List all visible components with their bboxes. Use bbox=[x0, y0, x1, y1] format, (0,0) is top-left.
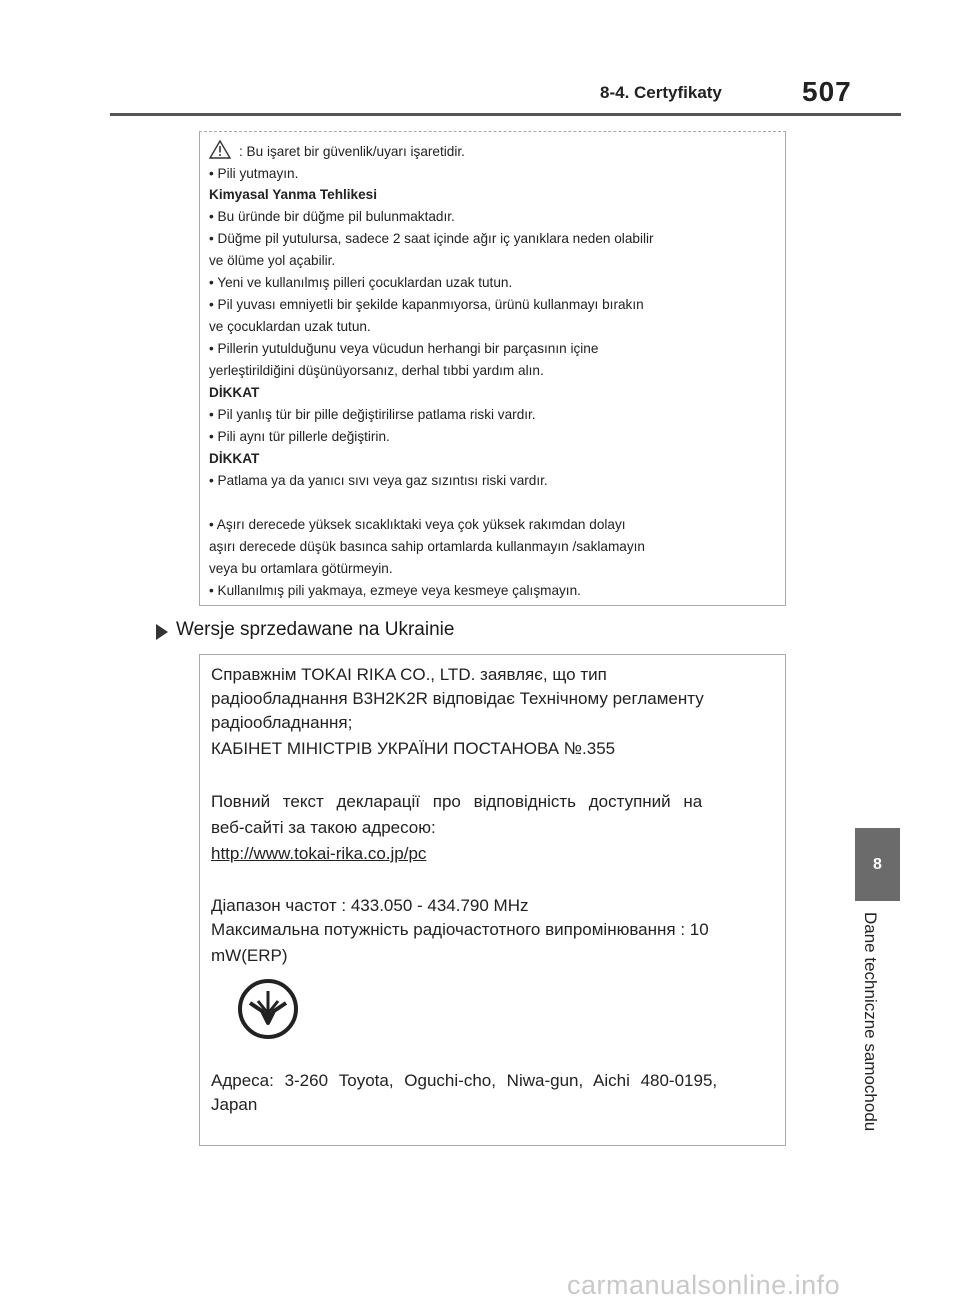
ukraine-declaration-box bbox=[199, 654, 786, 1146]
text-line: aşırı derecede düşük basınca sahip ortamlarda kullanmayın /saklamayın bbox=[209, 539, 645, 554]
text-line: Максимальна потужність радіочастотного випромінювання : 10 bbox=[211, 920, 709, 939]
text-line: mW(ERP) bbox=[211, 946, 288, 965]
ukrainian-conformity-mark-icon bbox=[236, 977, 300, 1041]
text-line: Kimyasal Yanma Tehlikesi bbox=[209, 187, 378, 202]
triangle-bullet-icon bbox=[156, 624, 168, 640]
text-line: Повний текст декларації про відповідність доступний на bbox=[211, 792, 703, 811]
text-line: • Pili aynı tür pillerle değiştirin. bbox=[209, 429, 390, 444]
text-line: • Yeni ve kullanılmış pilleri çocuklardan uzak tutun. bbox=[209, 275, 513, 290]
text-line: • Pil yuvası emniyetli bir şekilde kapanmıyorsa, ürünü kullanmayı bırakın bbox=[209, 297, 644, 312]
text-line: ve ölüme yol açabilir. bbox=[209, 253, 336, 268]
chapter-tab-label: Dane techniczne samochodu bbox=[861, 912, 880, 1132]
text-line: veya bu ortamlara götürmeyin. bbox=[209, 561, 393, 576]
text-line: радіообладнання B3H2K2R відповідає Технічному регламенту bbox=[211, 689, 704, 708]
text-line: ve çocuklardan uzak tutun. bbox=[209, 319, 371, 334]
text-line: yerleştirildiğini düşünüyorsanız, derhal tıbbi yardım alın. bbox=[209, 363, 544, 378]
declaration-link[interactable]: http://www.tokai-rika.co.jp/pc bbox=[211, 844, 427, 863]
text-line: • Pili yutmayın. bbox=[209, 166, 299, 181]
text-line: DİKKAT bbox=[209, 385, 260, 400]
turkish-warning-box bbox=[199, 131, 786, 606]
text-line: • Bu üründe bir düğme pil bulunmaktadır. bbox=[209, 209, 455, 224]
text-line: Діапазон частот : 433.050 - 434.790 MHz bbox=[211, 896, 529, 915]
text-line: Japan bbox=[211, 1095, 258, 1114]
text-line: КАБІНЕТ МІНІСТРІВ УКРАЇНИ ПОСТАНОВА №.355 bbox=[211, 739, 616, 758]
text-line: DİKKAT bbox=[209, 451, 260, 466]
header-rule bbox=[110, 113, 901, 116]
header-section-title: 8-4. Certyfikaty bbox=[600, 83, 722, 102]
chapter-tab-number: 8 bbox=[873, 855, 882, 873]
chapter-tab[interactable] bbox=[855, 828, 900, 901]
box-bottom-rule bbox=[199, 605, 786, 606]
text-line: Адреса: 3-260 Toyota, Oguchi-cho, Niwa-gun, Aichi 480-0195, bbox=[211, 1071, 718, 1090]
text-line: • Kullanılmış pili yakmaya, ezmeye veya kesmeye çalışmayın. bbox=[209, 583, 581, 598]
page-number: 507 bbox=[802, 76, 852, 107]
text-line: : Bu işaret bir güvenlik/uyarı işaretidir. bbox=[239, 144, 465, 159]
text-line: • Aşırı derecede yüksek sıcaklıktaki veya çok yüksek rakımdan dolayı bbox=[209, 517, 626, 532]
text-line: • Düğme pil yutulursa, sadece 2 saat içinde ağır iç yanıklara neden olabilir bbox=[209, 231, 654, 246]
text-line: • Patlama ya da yanıcı sıvı veya gaz sızıntısı riski vardır. bbox=[209, 473, 548, 488]
text-line: радіообладнання; bbox=[211, 713, 353, 732]
text-line: • Pil yanlış tür bir pille değiştirilirse patlama riski vardır. bbox=[209, 407, 536, 422]
text-line: веб-сайті за такою адресою: bbox=[211, 818, 436, 837]
watermark: carmanualsonline.info bbox=[567, 1270, 841, 1300]
text-line: Справжнім TOKAI RIKA CO., LTD. заявляє, що тип bbox=[211, 665, 607, 684]
warning-triangle-icon bbox=[209, 140, 231, 159]
text-line: • Pillerin yutulduğunu veya vücudun herhangi bir parçasının içine bbox=[209, 341, 599, 356]
section-title: Wersje sprzedawane na Ukrainie bbox=[176, 619, 455, 640]
